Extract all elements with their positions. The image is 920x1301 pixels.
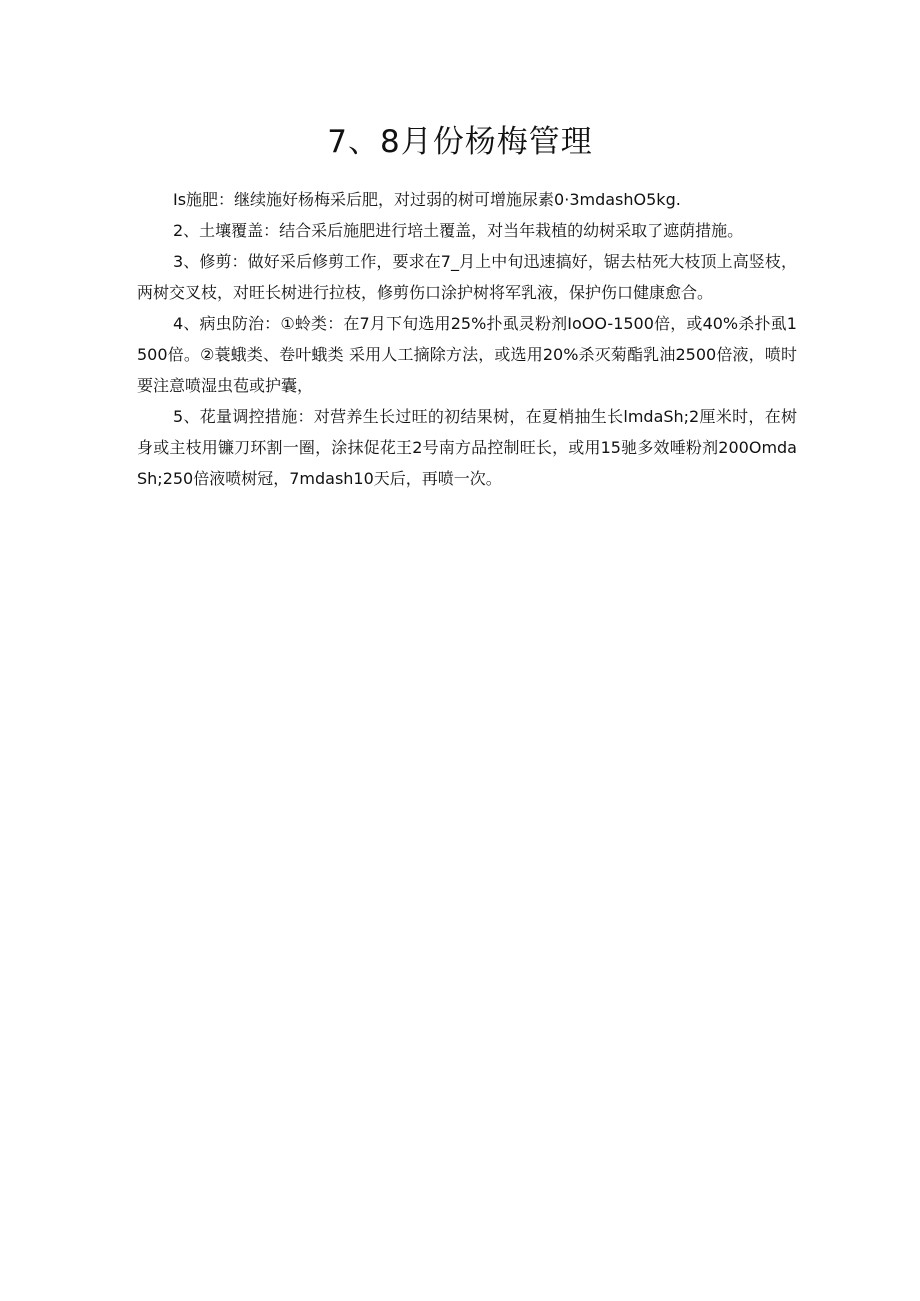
document-body [137,184,797,494]
paragraph-flower-control: 5、花量调控措施：对营养生长过旺的初结果树，在夏梢抽生长lmdaSh;2厘米时，在树身或主枝用镰刀环割一圈，涂抹促花王2号南方品控制旺长，或用15驰多效唾粉剂200OmdaSh;250倍液喷树冠，7mdash10天后，再喷一次。 [137,407,797,488]
page-title: 7、8月份杨梅管理 [327,124,593,160]
paragraph-pest-control: 4、病虫防治：①蛉类：在7月下旬选用25%扑虱灵粉剂IoOO-1500倍，或40%杀扑虱1500倍。②蓑蛾类、卷叶蛾类 采用人工摘除方法，或选用20%杀灭菊酯乳油2500倍液，喷时要注意喷湿虫苞或护囊， [137,314,797,395]
paragraph-fertilizing: Is施肥：继续施好杨梅采后肥，对过弱的树可增施尿素0·3mdashO5kg. [173,190,681,209]
paragraph-soil-covering: 2、土壤覆盖：结合采后施肥进行培土覆盖，对当年栽植的幼树采取了遮荫措施。 [173,221,744,240]
paragraph-pruning: 3、修剪：做好采后修剪工作，要求在7_月上中旬迅速搞好，锯去枯死大枝顶上高竖枝，两树交叉枝，对旺长树进行拉枝，修剪伤口涂护树将军乳液，保护伤口健康愈合。 [137,252,797,302]
